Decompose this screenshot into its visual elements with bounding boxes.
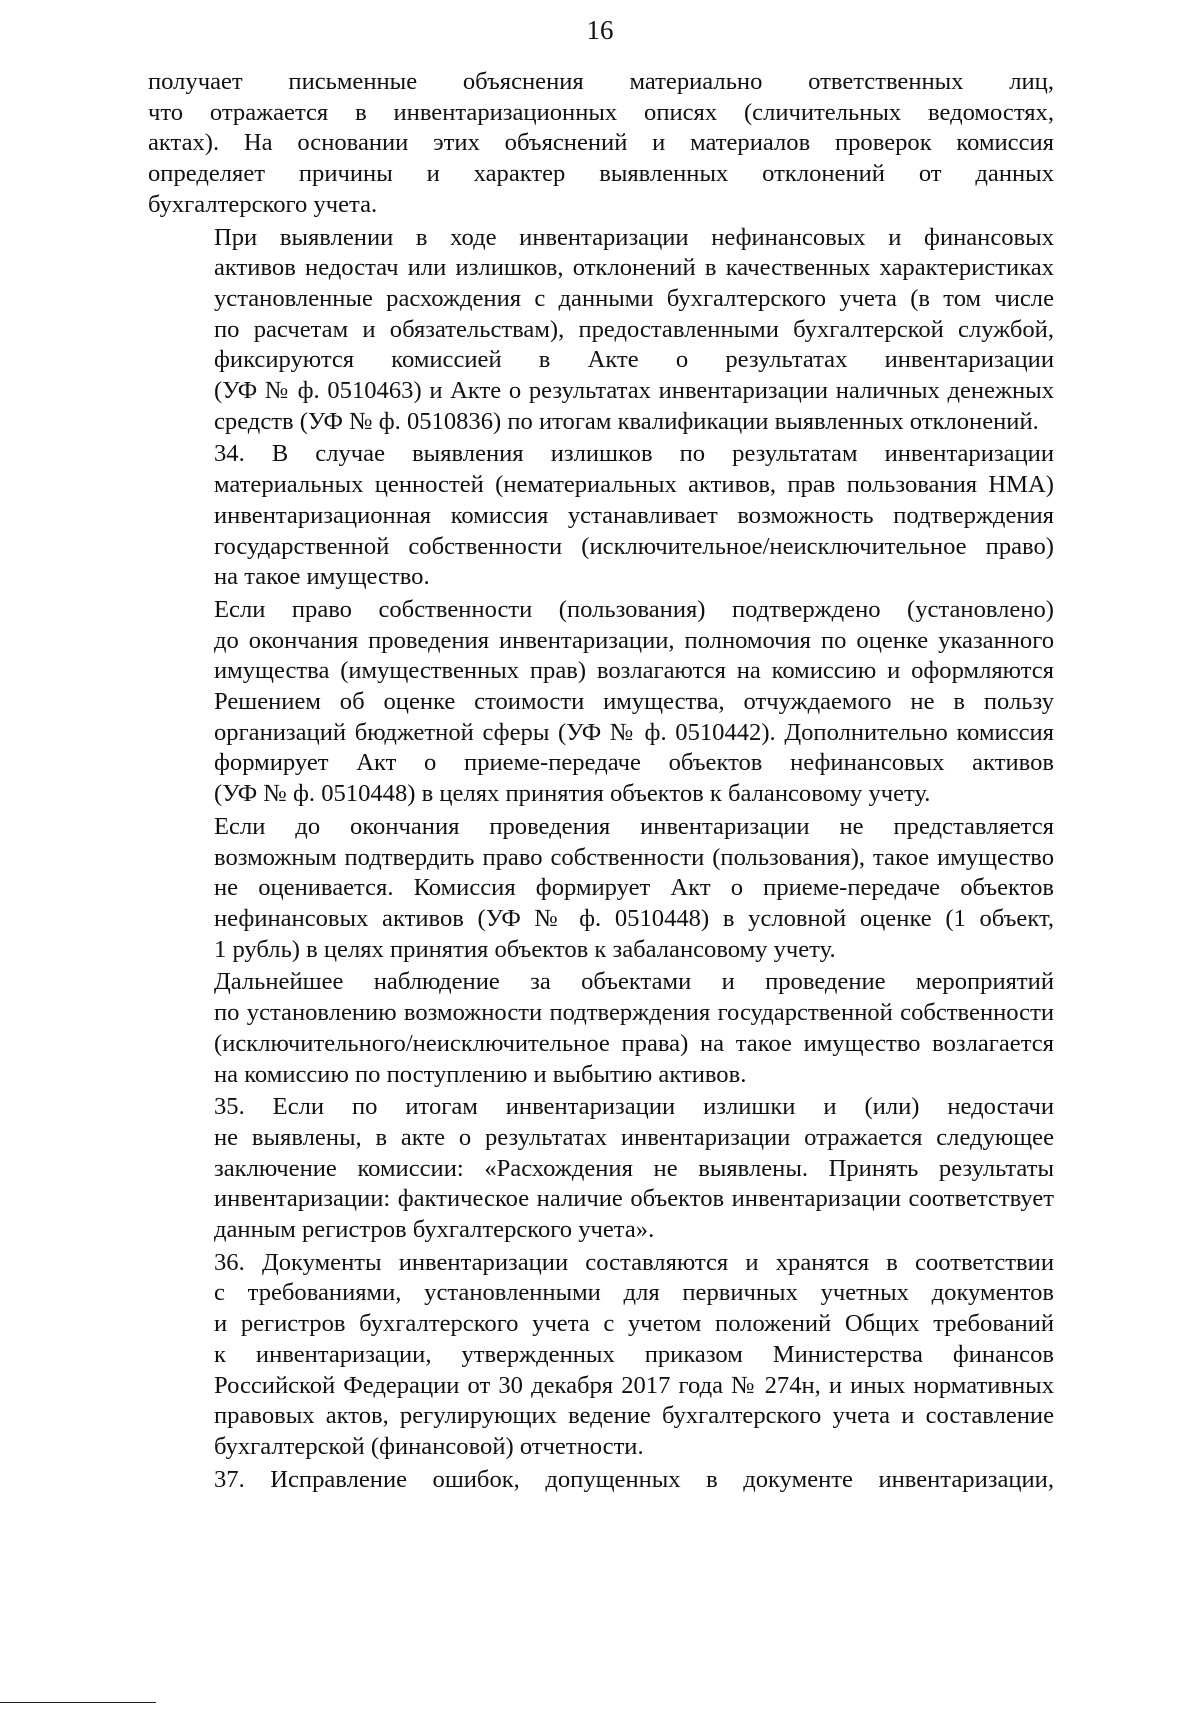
text-line: определяет причины и характер выявленных отклонений от данных	[148, 160, 1054, 188]
text-line: инвентаризации: фактическое наличие объектов инвентаризации соответствует	[214, 1185, 1054, 1213]
text-line: 34. В случае выявления излишков по результатам инвентаризации	[214, 440, 1054, 468]
text-line: Если до окончания проведения инвентаризации не представляется	[214, 812, 1054, 840]
text-line: с требованиями, установленными для первичных учетных документов	[214, 1279, 1054, 1307]
text-line: актах). На основании этих объяснений и материалов проверок комиссия	[148, 129, 1054, 157]
text-line: 1 рубль) в целях принятия объектов к забалансовому учету.	[214, 935, 836, 963]
text-line: заключение комиссии: «Расхождения не выявлены. Принять результаты	[214, 1154, 1054, 1182]
text-line: данным регистров бухгалтерского учета».	[214, 1216, 655, 1244]
paragraph	[148, 1248, 1054, 1463]
text-line: Если право собственности (пользования) подтверждено (установлено)	[214, 595, 1054, 623]
text-line: правовых актов, регулирующих ведение бухгалтерского учета и составление	[214, 1402, 1054, 1430]
text-line: на комиссию по поступлению и выбытию активов.	[214, 1060, 747, 1088]
paragraph	[148, 1465, 1054, 1496]
text-line: государственной собственности (исключительное/неисключительное право)	[214, 532, 1054, 560]
text-line: (УФ № ф. 0510463) и Акте о результатах инвентаризации наличных денежных	[214, 377, 1054, 405]
paragraph	[148, 967, 1054, 1090]
text-line: активов недостач или излишков, отклонений в качественных характеристиках	[214, 254, 1054, 282]
text-line: 37. Исправление ошибок, допущенных в документе инвентаризации,	[214, 1465, 1054, 1493]
text-line: инвентаризационная комиссия устанавливает возможность подтверждения	[214, 501, 1054, 529]
text-line: имущества (имущественных прав) возлагаются на комиссию и оформляются	[214, 657, 1054, 685]
text-line: материальных ценностей (нематериальных активов, прав пользования НМА)	[214, 471, 1054, 499]
text-line: фиксируются комиссией в Акте о результатах инвентаризации	[214, 346, 1054, 374]
paragraph	[148, 67, 1054, 221]
text-line: формирует Акт о приеме-передаче объектов нефинансовых активов	[214, 749, 1054, 777]
document-body	[148, 67, 1054, 1497]
text-line: бухгалтерской (финансовой) отчетности.	[214, 1432, 644, 1460]
paragraph	[148, 1092, 1054, 1246]
paragraph	[148, 439, 1054, 593]
text-line: (исключительного/неисключительное права) на такое имущество возлагается	[214, 1029, 1054, 1057]
text-line: бухгалтерского учета.	[148, 190, 378, 218]
page-number: 16	[586, 15, 614, 45]
paragraph	[148, 595, 1054, 810]
text-line: организаций бюджетной сферы (УФ № ф. 0510442). Дополнительно комиссия	[214, 718, 1054, 746]
text-line: получает письменные объяснения материально ответственных лиц,	[148, 68, 1054, 95]
text-line: (УФ № ф. 0510448) в целях принятия объектов к балансовому учету.	[214, 780, 931, 808]
text-line: к инвентаризации, утвержденных приказом Министерства финансов	[214, 1340, 1054, 1368]
text-line: на такое имущество.	[214, 563, 430, 591]
text-line: по установлению возможности подтверждения государственной собственности	[214, 999, 1054, 1027]
paragraph	[148, 223, 1054, 438]
text-line: возможным подтвердить право собственности (пользования), такое имущество	[214, 843, 1054, 871]
text-line: Российской Федерации от 30 декабря 2017 года № 274н, и иных нормативных	[214, 1371, 1054, 1399]
paragraph	[148, 812, 1054, 966]
text-line: Решением об оценке стоимости имущества, отчуждаемого не в пользу	[214, 688, 1054, 716]
text-line: Дальнейшее наблюдение за объектами и проведение мероприятий	[214, 968, 1054, 996]
text-line: нефинансовых активов (УФ № ф. 0510448) в условной оценке (1 объект,	[214, 904, 1054, 932]
text-line: 35. Если по итогам инвентаризации излишки и (или) недостачи	[214, 1093, 1054, 1121]
text-line: установленные расхождения с данными бухгалтерского учета (в том числе	[214, 284, 1054, 312]
text-line: и регистров бухгалтерского учета с учетом положений Общих требований	[214, 1310, 1054, 1338]
text-line: не выявлены, в акте о результатах инвентаризации отражается следующее	[214, 1123, 1054, 1151]
text-line: средств (УФ № ф. 0510836) по итогам квалификации выявленных отклонений.	[214, 407, 1039, 435]
text-line: При выявлении в ходе инвентаризации нефинансовых и финансовых	[214, 223, 1054, 251]
text-line: 36. Документы инвентаризации составляются и хранятся в соответствии	[214, 1248, 1054, 1276]
footnote-separator-line	[0, 1702, 156, 1703]
text-line: по расчетам и обязательствам), предоставленными бухгалтерской службой,	[214, 315, 1054, 343]
text-line: что отражается в инвентаризационных описях (сличительных ведомостях,	[148, 98, 1054, 126]
text-line: до окончания проведения инвентаризации, полномочия по оценке указанного	[214, 626, 1054, 654]
text-line: не оценивается. Комиссия формирует Акт о приеме-передаче объектов	[214, 874, 1054, 902]
